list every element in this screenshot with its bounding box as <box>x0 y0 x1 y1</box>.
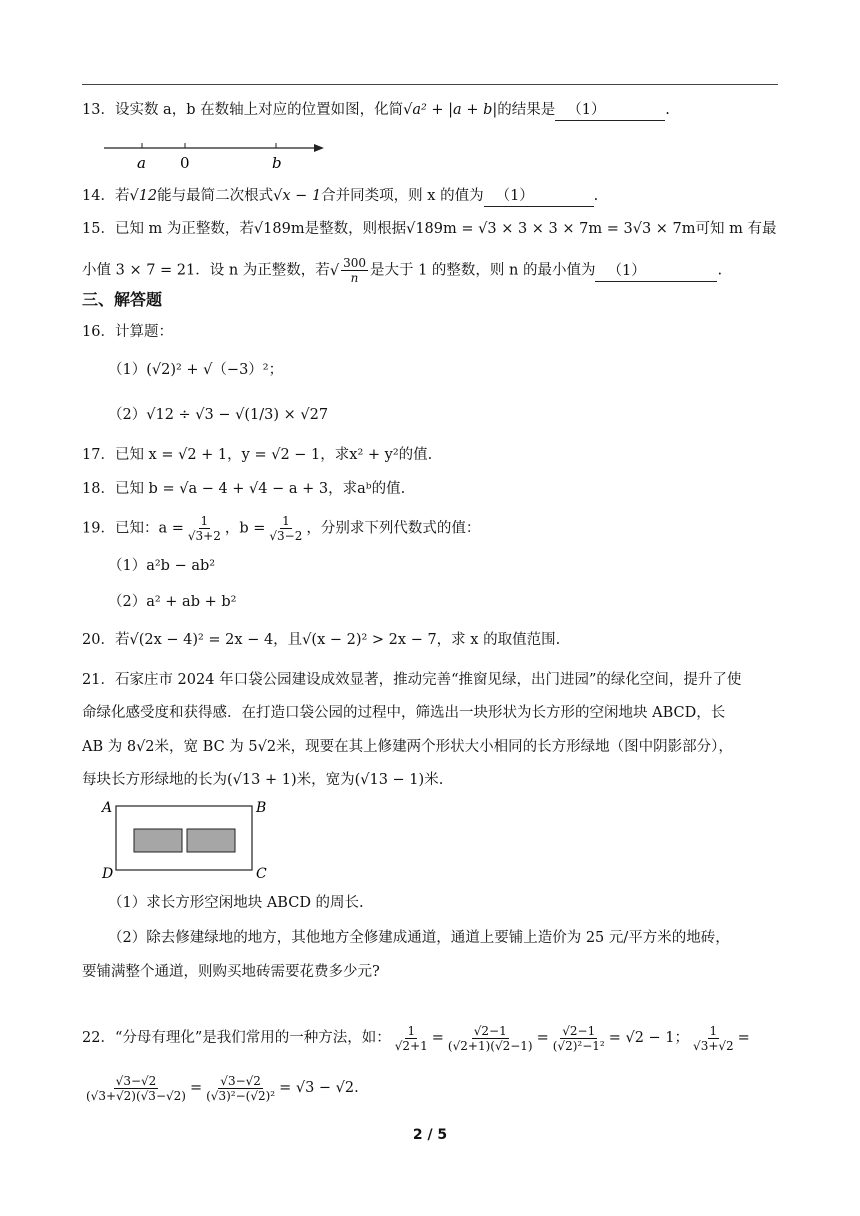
question-21-part2-line2: 要铺满整个通道，则购买地砖需要花费多少元? <box>82 964 380 980</box>
number-line-figure <box>100 138 330 172</box>
q13-answer-blank[interactable]: （1） <box>555 100 665 121</box>
q14-answer-blank[interactable]: （1） <box>484 186 594 207</box>
q19-frac-b: $\frac{1}{√3-2}$ <box>269 514 303 543</box>
question-21-line1: 21．石家庄市 2024 年口袋公园建设成效显著，推动完善“推窗见绿，出门进园”的绿化空间，提升了使 <box>82 672 742 688</box>
question-22-line1: 22．“分母有理化”是我们常用的一种方法，如： $\frac{1}{√2+1}$ = $\frac{√2-1}{(√2+1)(√2-1)}$ = $\frac{√2-1}{\text{(√2)²−1²}}$ = √2 − 1； $\frac{1}{√3+√2}$ = <box>82 1023 750 1053</box>
question-15-line2: 小值 3 × 7 = 21．设 n 为正整数，若√ $\frac{300}{n}$ 是大于 1 的整数，则 n 的最小值为 （1） . <box>82 256 722 285</box>
question-21-line3: AB 为 8√2米，宽 BC 为 5√2米，现要在其上修建两个形状大小相同的长方形绿地（图中阴影部分）， <box>82 739 733 755</box>
header-rule <box>82 84 778 85</box>
question-18: 18．已知 b = √a − 4 + √4 − a + 3，求aᵇ的值. <box>82 481 406 497</box>
vertex-d: D <box>102 866 114 882</box>
label-a: a <box>137 154 146 172</box>
question-16-title: 16．计算题： <box>82 324 173 340</box>
vertex-a: A <box>102 800 113 816</box>
question-16-part1: （1）(√2)² + √（−3）²； <box>108 362 284 378</box>
green-plot-1 <box>134 829 182 852</box>
park-figure <box>98 798 278 882</box>
question-19-part2: （2）a² + ab + b² <box>108 594 237 610</box>
q15-answer-blank[interactable]: （1） <box>595 261 717 282</box>
question-13: 13．设实数 a，b 在数轴上对应的位置如图，化简√a² + |a + b|的结果是 （1） . <box>82 100 670 121</box>
vertex-b: B <box>256 800 267 816</box>
q19-frac-a: $\frac{1}{√3+2}$ <box>187 514 221 543</box>
question-22-line2: $\frac{√3-√2}{(√3+√2)(√3-√2)}$ = $\frac{√3-√2}{\text{(√3)²−(√2)²}}$ = √3 − √2. <box>86 1073 359 1103</box>
question-21-part2-line1: （2）除去修建绿地的地方，其他地方全修建成通道，通道上要铺上造价为 25 元/平方米的地砖， <box>108 930 730 946</box>
question-21-part1: （1）求长方形空闲地块 ABCD 的周长. <box>108 895 364 911</box>
page-number: 2 / 5 <box>412 1127 448 1143</box>
question-14: 14．若√12能与最简二次根式√x − 1合并同类项，则 x 的值为 （1） . <box>82 186 598 207</box>
question-21-line4: 每块长方形绿地的长为(√13 + 1)米，宽为(√13 − 1)米. <box>82 772 444 788</box>
q15-fraction: $\frac{300}{n}$ <box>343 256 366 285</box>
question-17: 17．已知 x = √2 + 1，y = √2 − 1，求x² + y²的值. <box>82 447 433 463</box>
number-line-arrow <box>314 144 324 152</box>
question-16-part2: （2）√12 ÷ √3 − √(1/3) × √27 <box>108 407 329 423</box>
question-20: 20．若√(2x − 4)² = 2x − 4，且√(x − 2)² > 2x − 7，求 x 的取值范围. <box>82 632 561 648</box>
question-19-part1: （1）a²b − ab² <box>108 558 216 574</box>
label-b: b <box>272 154 282 172</box>
q13-expression: √a² + |a + b| <box>403 102 498 118</box>
green-plot-2 <box>187 829 235 852</box>
section-heading: 三、解答题 <box>82 290 163 309</box>
vertex-c: C <box>256 866 267 882</box>
label-0: 0 <box>180 154 190 172</box>
question-21-line2: 命绿化感受度和获得感．在打造口袋公园的过程中，筛选出一块形状为长方形的空闲地块 ABCD，长 <box>82 705 726 721</box>
question-19: 19．已知：a = $\frac{1}{√3+2}$ ，b = $\frac{1}{√3-2}$ ，分别求下列代数式的值： <box>82 514 481 543</box>
question-15-line1: 15．已知 m 为正整数，若√189m是整数，则根据√189m = √3 × 3 × 3 × 7m = 3√3 × 7m可知 m 有最 <box>82 221 777 237</box>
